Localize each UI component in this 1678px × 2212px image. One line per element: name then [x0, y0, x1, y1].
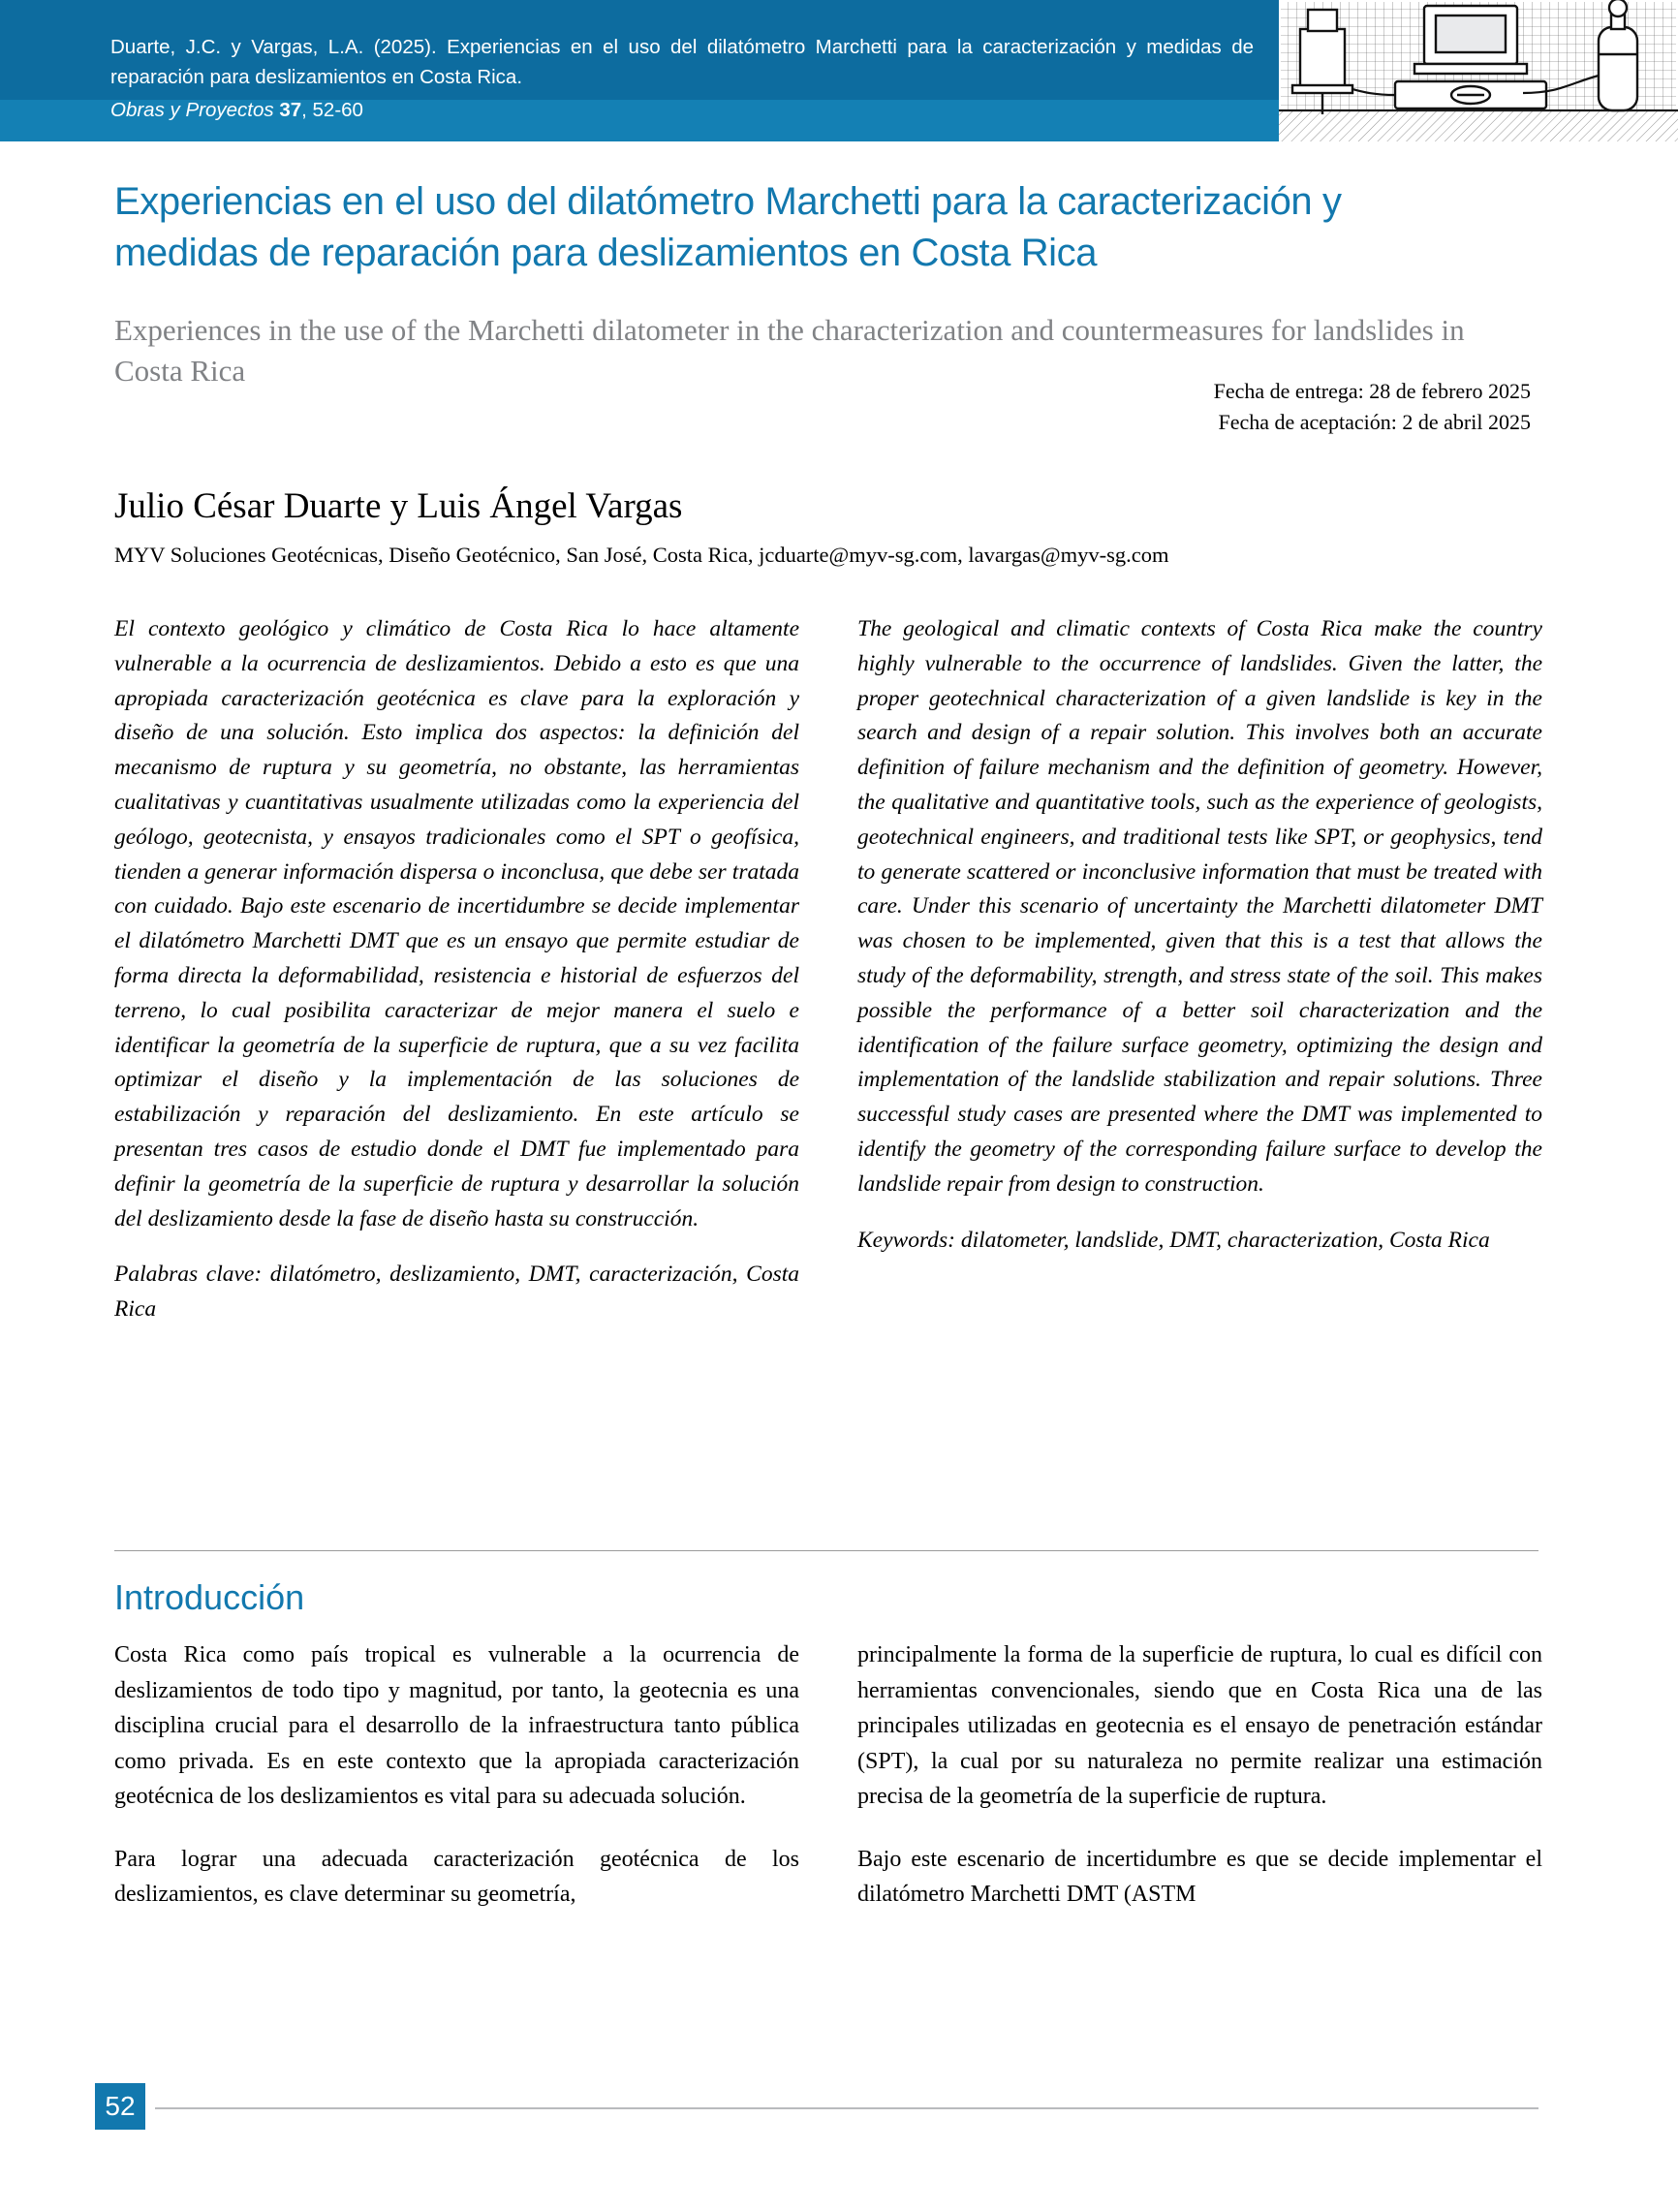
header-citation: Duarte, J.C. y Vargas, L.A. (2025). Experiencias en el uso del dilatómetro Marchetti para la caracterización y medidas de reparación para deslizamientos en Costa Rica.: [110, 36, 1254, 88]
page-number: 52: [95, 2083, 145, 2130]
keywords-spanish: Palabras clave: dilatómetro, deslizamiento, DMT, caracterización, Costa Rica: [114, 1262, 799, 1323]
journal-pages: , 52-60: [301, 99, 363, 121]
introduction-column-right: [857, 1637, 1542, 1940]
paragraph: Bajo este escenario de incertidumbre es que se decide implementar el dilatómetro Marchetti DMT (ASTM: [857, 1846, 1542, 1907]
dilatometer-equipment-illustration-icon: [1279, 0, 1678, 141]
submission-dates: [678, 376, 1531, 438]
author-names: Julio César Duarte y Luis Ángel Vargas: [114, 486, 683, 526]
page-header: [0, 0, 1678, 141]
page-title: [114, 176, 1538, 279]
title-spanish-line-1: Experiencias en el uso del dilatómetro Marchetti para la caracterización y: [114, 180, 1342, 223]
page-subtitle-english: Experiences in the use of the Marchetti dilatometer in the characterization and countermeasures for landslides in Costa Rica: [114, 313, 1465, 388]
date-received: Fecha de entrega: 28 de febrero 2025: [1213, 379, 1531, 403]
paragraph: Costa Rica como país tropical es vulnerable a la ocurrencia de deslizamientos de todo tipo y magnitud, por tanto, la geotecnia es una disciplina crucial para el desarrollo de la infraestructura tanto pública como privada. Es en este contexto que la apropiada caracterización geotécnica de los deslizamientos es vital para su adecuada solución.: [114, 1642, 799, 1809]
abstract-english-text: The geological and climatic contexts of Costa Rica make the country highly vulnerable to the occurrence of landslides. Given the latter, the proper geotechnical characterization of a given landslide is key in the search and design of a repair solution. This involves both an accurate definition of failure mechanism and the definition of geometry. However, the qualitative and quantitative tools, such as the experience of geologists, geotechnical engineers, and traditional tests like SPT, or geophysics, tend to generate scattered or inconclusive information that must be treated with care. Under this scenario of uncertainty the Marchetti dilatometer DMT was chosen to be implemented, given that this is a test that allows the study of the deformability, strength, and stress state of the soil. This makes possible the performance of a better soil characterization and the identification of the failure surface geometry, optimizing the design and implementation of the landslide stabilization and repair solutions. Three successful study cases are presented where the DMT was implemented to identify the geometry of the corresponding failure surface to develop the landslide repair from design to construction.: [857, 616, 1542, 1197]
paragraph: principalmente la forma de la superficie de ruptura, lo cual es difícil con herramientas convencionales, siendo que en Costa Rica una de las principales utilizadas en geotecnia es el ensayo de penetración estándar (SPT), la cual por su naturaleza no permite realizar una estimación precisa de la geometría de la superficie de ruptura.: [857, 1642, 1542, 1809]
section-divider: [114, 1550, 1538, 1551]
abstract-english: [857, 612, 1542, 1279]
header-journal-info: [110, 95, 363, 125]
footer-divider: [155, 2107, 1538, 2109]
paragraph: Para lograr una adecuada caracterización geotécnica de los deslizamientos, es clave determinar su geometría,: [114, 1846, 799, 1907]
keywords-english: Keywords: dilatometer, landslide, DMT, characterization, Costa Rica: [857, 1227, 1490, 1253]
title-spanish-line-2: medidas de reparación para deslizamientos en Costa Rica: [114, 232, 1098, 274]
journal-volume: 37: [279, 99, 302, 121]
section-heading-introduccion: Introducción: [114, 1577, 305, 1617]
abstract-spanish-text: El contexto geológico y climático de Costa Rica lo hace altamente vulnerable a la ocurrencia de deslizamientos. Debido a esto es que una apropiada caracterización geotécnica es clave para la exploración y diseño de una solución. Esto implica dos aspectos: la definición del mecanismo de ruptura y su geometría, no obstante, las herramientas cualitativas y cuantitativas usualmente utilizadas como la experiencia del geólogo, geotecnista, y ensayos tradicionales como el SPT o geofísica, tienden a generar información dispersa o inconclusa, que debe ser tratada con cuidado. Bajo este escenario de incertidumbre se decide implementar el dilatómetro Marchetti DMT que es un ensayo que permite estudiar de forma directa la deformabilidad, resistencia e historial de esfuerzos del terreno, lo cual posibilita caracterizar de mejor manera el suelo e identificar la geometría de la superficie de ruptura, que a su vez facilita optimizar el diseño y la implementación de las soluciones de estabilización y reparación del deslizamiento. En este artículo se presentan tres casos de estudio donde el DMT fue implementado para definir la geometría de la superficie de ruptura y desarrollar la solución del deslizamiento desde la fase de diseño hasta su construcción.: [114, 616, 799, 1231]
author-affiliation: MYV Soluciones Geotécnicas, Diseño Geotécnico, San José, Costa Rica, jcduarte@myv-sg.com, lavargas@myv-sg.com: [114, 543, 1169, 567]
introduction-column-left: [114, 1637, 799, 1940]
abstract-spanish: [114, 612, 799, 1349]
date-accepted: Fecha de aceptación: 2 de abril 2025: [1218, 410, 1531, 434]
journal-name: Obras y Proyectos: [110, 99, 274, 121]
